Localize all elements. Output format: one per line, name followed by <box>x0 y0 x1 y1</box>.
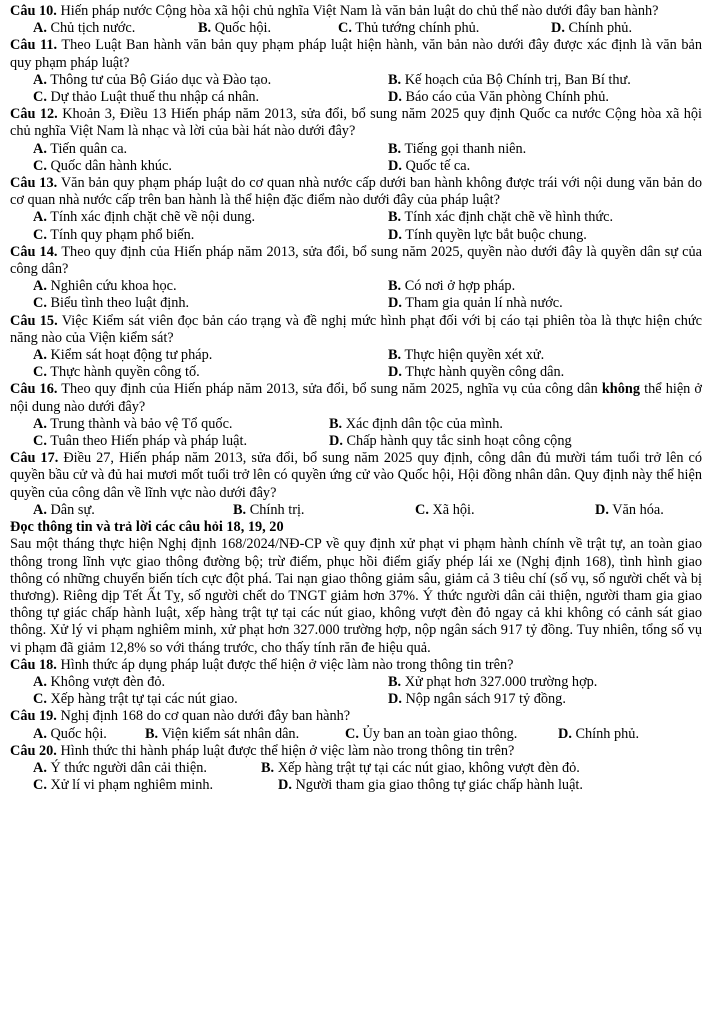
option-list <box>33 760 702 777</box>
question-number: Câu 11. <box>10 37 58 54</box>
option-d[interactable]: D. Người tham gia giao thông tự giác chấp hành luật. <box>278 777 583 794</box>
question-number: Câu 14. <box>10 243 58 260</box>
option-d[interactable]: D. Tính quyền lực bắt buộc chung. <box>388 226 587 243</box>
option-b[interactable]: B. Xác định dân tộc của mình. <box>329 415 503 432</box>
option-list-2 <box>33 777 702 794</box>
option-c[interactable]: C. Xã hội. <box>415 501 475 518</box>
option-d[interactable]: D. Quốc tế ca. <box>388 157 471 174</box>
option-list <box>33 141 702 175</box>
question-text: Nghị định 168 do cơ quan nào dưới đây ban hành? <box>60 708 351 725</box>
option-d[interactable]: D. Chính phủ. <box>551 20 633 37</box>
option-a[interactable]: A. Kiểm sát hoạt động tư pháp. <box>33 347 213 364</box>
option-b[interactable]: B. Xếp hàng trật tự tại các nút giao, không vượt đèn đỏ. <box>261 759 580 776</box>
option-c[interactable]: C. Tính quy phạm phổ biến. <box>33 226 195 243</box>
option-b[interactable]: B. Tính xác định chặt chẽ về hình thức. <box>388 209 614 226</box>
option-c[interactable]: C. Dự thảo Luật thuế thu nhập cá nhân. <box>33 89 260 106</box>
question-text: Theo Luật Ban hành văn bản quy phạm pháp luật hiện hành, văn bản nào dưới đây được xác định là văn bản quy phạm pháp luật? <box>10 37 702 71</box>
option-c[interactable]: C. Xếp hàng trật tự tại các nút giao. <box>33 691 238 708</box>
option-d[interactable]: D. Văn hóa. <box>595 501 664 518</box>
option-b[interactable]: B. Tiếng gọi thanh niên. <box>388 140 527 157</box>
question-number: Câu 12. <box>10 106 58 123</box>
question-18 <box>10 657 702 709</box>
question-number: Câu 20. <box>10 742 57 759</box>
option-b[interactable]: B. Có nơi ở hợp pháp. <box>388 278 516 295</box>
option-a[interactable]: A. Ý thức người dân cải thiện. <box>33 759 207 776</box>
question-19 <box>10 708 702 742</box>
question-10 <box>10 3 702 37</box>
option-a[interactable]: A. Thông tư của Bộ Giáo dục và Đào tạo. <box>33 71 272 88</box>
option-b[interactable]: B. Thực hiện quyền xét xử. <box>388 347 545 364</box>
reading-passage: Sau một tháng thực hiện Nghị định 168/2024/NĐ-CP về quy định xử phạt vi phạm hành chính về trật tự, an toàn giao thông trong lĩnh vực giao thông đường bộ; trừ điểm, phục hồi điểm giấy phép lái xe (Nghị định 168), tình hình giao thông có những chuyển biến tích cực đột phá. Tai nạn giao thông giảm sâu, giảm cả 3 tiêu chí (số vụ, số người chết và bị thương). Riêng dịp Tết Ất Tỵ, số người chết do TNGT giảm hơn 37%. Ý thức người dân cải thiện, người tham gia giao thông tự giác chấp hành luật, xếp hàng trật tự tại các nút giao, không vượt đèn đỏ ngay cả khi không có cảnh sát giao thông. Xử lý vi phạm nghiêm minh, xử phạt hơn 327.000 trường hợp, nộp ngân sách 917 tỷ đồng. Tuy nhiên, tổng số vụ vi phạm đã giảm 12,8% so với tháng trước, cho thấy tính răn đe hiệu quả. <box>10 536 702 656</box>
question-14 <box>10 244 702 313</box>
option-b[interactable]: B. Xử phạt hơn 327.000 trường hợp. <box>388 673 598 690</box>
option-list <box>33 416 702 450</box>
option-d[interactable]: D. Chấp hành quy tắc sinh hoạt công cộng <box>329 433 572 450</box>
section-title: Đọc thông tin và trả lời các câu hỏi 18, 19, 20 <box>10 519 284 536</box>
question-text: Hình thức áp dụng pháp luật được thể hiện ở việc làm nào trong thông tin trên? <box>60 656 514 673</box>
option-b[interactable]: B. Kế hoạch của Bộ Chính trị, Ban Bí thư. <box>388 71 631 88</box>
question-text: Hiến pháp nước Cộng hòa xã hội chủ nghĩa Việt Nam là văn bản luật do chủ thể nào dưới đây ban hành? <box>60 3 659 19</box>
option-c[interactable]: C. Tuân theo Hiến pháp và pháp luật. <box>33 433 248 450</box>
option-d[interactable]: D. Nộp ngân sách 917 tỷ đồng. <box>388 691 566 708</box>
option-b[interactable]: B. Viện kiểm sát nhân dân. <box>145 725 300 742</box>
question-13 <box>10 175 702 244</box>
option-d[interactable]: D. Thực hành quyền công dân. <box>388 364 565 381</box>
question-20 <box>10 743 702 795</box>
question-17 <box>10 450 702 519</box>
option-c[interactable]: C. Quốc dân hành khúc. <box>33 157 172 174</box>
question-text: Theo quy định của Hiến pháp năm 2013, sửa đổi, bổ sung năm 2025, quyền nào dưới đây là quyền dân sự của công dân? <box>10 243 703 278</box>
option-c[interactable]: C. Xử lí vi phạm nghiêm minh. <box>33 777 214 794</box>
option-list <box>33 72 702 106</box>
question-text: Điều 27, Hiến pháp năm 2013, sửa đổi, bổ sung năm 2025 quy định, công dân đủ mười tám tuổi trở lên có quyền bầu cử và đủ hai mươi mốt tuổi trở lên có quyền ứng cử vào Quốc hội, Hội đồng nhân dân. Quy định này thể hiện quyền của công dân về lĩnh vực nào dưới đây? <box>10 450 703 501</box>
option-c[interactable]: C. Biểu tình theo luật định. <box>33 295 190 312</box>
option-a[interactable]: A. Quốc hội. <box>33 725 107 742</box>
option-c[interactable]: C. Ủy ban an toàn giao thông. <box>345 725 518 742</box>
option-list <box>33 20 702 37</box>
option-d[interactable]: D. Chính phủ. <box>558 725 640 742</box>
question-number: Câu 13. <box>10 175 58 192</box>
question-15 <box>10 313 702 382</box>
option-b[interactable]: B. Quốc hội. <box>198 20 272 37</box>
question-11 <box>10 37 702 106</box>
option-list <box>33 347 702 381</box>
question-text: Việc Kiểm sát viên đọc bản cáo trạng và đề nghị mức hình phạt đối với bị cáo tại phiên tòa là thực hiện chức năng nào của Viện kiểm sát? <box>10 312 702 346</box>
question-16 <box>10 381 702 450</box>
emphasis-not: không <box>601 381 640 398</box>
option-list <box>33 502 702 519</box>
option-a[interactable]: A. Trung thành và bảo vệ Tổ quốc. <box>33 415 233 432</box>
question-number: Câu 18. <box>10 656 57 673</box>
question-text: Theo quy định của Hiến pháp năm 2013, sửa đổi, bổ sung năm 2025, nghĩa vụ của công dân <box>61 381 602 398</box>
option-a[interactable]: A. Không vượt đèn đỏ. <box>33 673 166 690</box>
question-number: Câu 15. <box>10 312 58 329</box>
option-list <box>33 674 702 708</box>
option-d[interactable]: D. Báo cáo của Văn phòng Chính phủ. <box>388 89 609 106</box>
option-list <box>33 726 702 743</box>
option-d[interactable]: D. Tham gia quản lí nhà nước. <box>388 295 563 312</box>
question-12 <box>10 106 702 175</box>
question-text: Khoản 3, Điều 13 Hiến pháp năm 2013, sửa đổi, bổ sung năm 2025 quy định Quốc ca nước Cộng hòa xã hội chủ nghĩa Việt Nam là nhạc và lời của bài hát nào dưới đây? <box>10 106 703 140</box>
question-number: Câu 19. <box>10 708 57 725</box>
option-b[interactable]: B. Chính trị. <box>233 501 305 518</box>
option-a[interactable]: A. Tiến quân ca. <box>33 140 128 157</box>
question-number: Câu 17. <box>10 450 59 467</box>
option-list <box>33 278 702 312</box>
option-a[interactable]: A. Chủ tịch nước. <box>33 20 136 37</box>
option-c[interactable]: C. Thủ tướng chính phủ. <box>338 20 480 37</box>
option-c[interactable]: C. Thực hành quyền công tố. <box>33 364 200 381</box>
question-text: Văn bản quy phạm pháp luật do cơ quan nhà nước cấp dưới ban hành không được trái với nội dung văn bản do cơ quan nhà nước cấp trên ban hành là thể hiện đặc điểm nào dưới đây của pháp luật? <box>10 175 702 209</box>
question-number: Câu 10. <box>10 3 57 19</box>
question-text: Hình thức thi hành pháp luật được thể hiện ở việc làm nào trong thông tin trên? <box>60 742 515 759</box>
question-number: Câu 16. <box>10 381 58 398</box>
option-a[interactable]: A. Tính xác định chặt chẽ về nội dung. <box>33 209 256 226</box>
option-a[interactable]: A. Dân sự. <box>33 501 95 518</box>
question-text-end: thể hiện ở nội dung nào dưới đây? <box>10 381 702 415</box>
option-list <box>33 209 702 243</box>
option-a[interactable]: A. Nghiên cứu khoa học. <box>33 278 177 295</box>
